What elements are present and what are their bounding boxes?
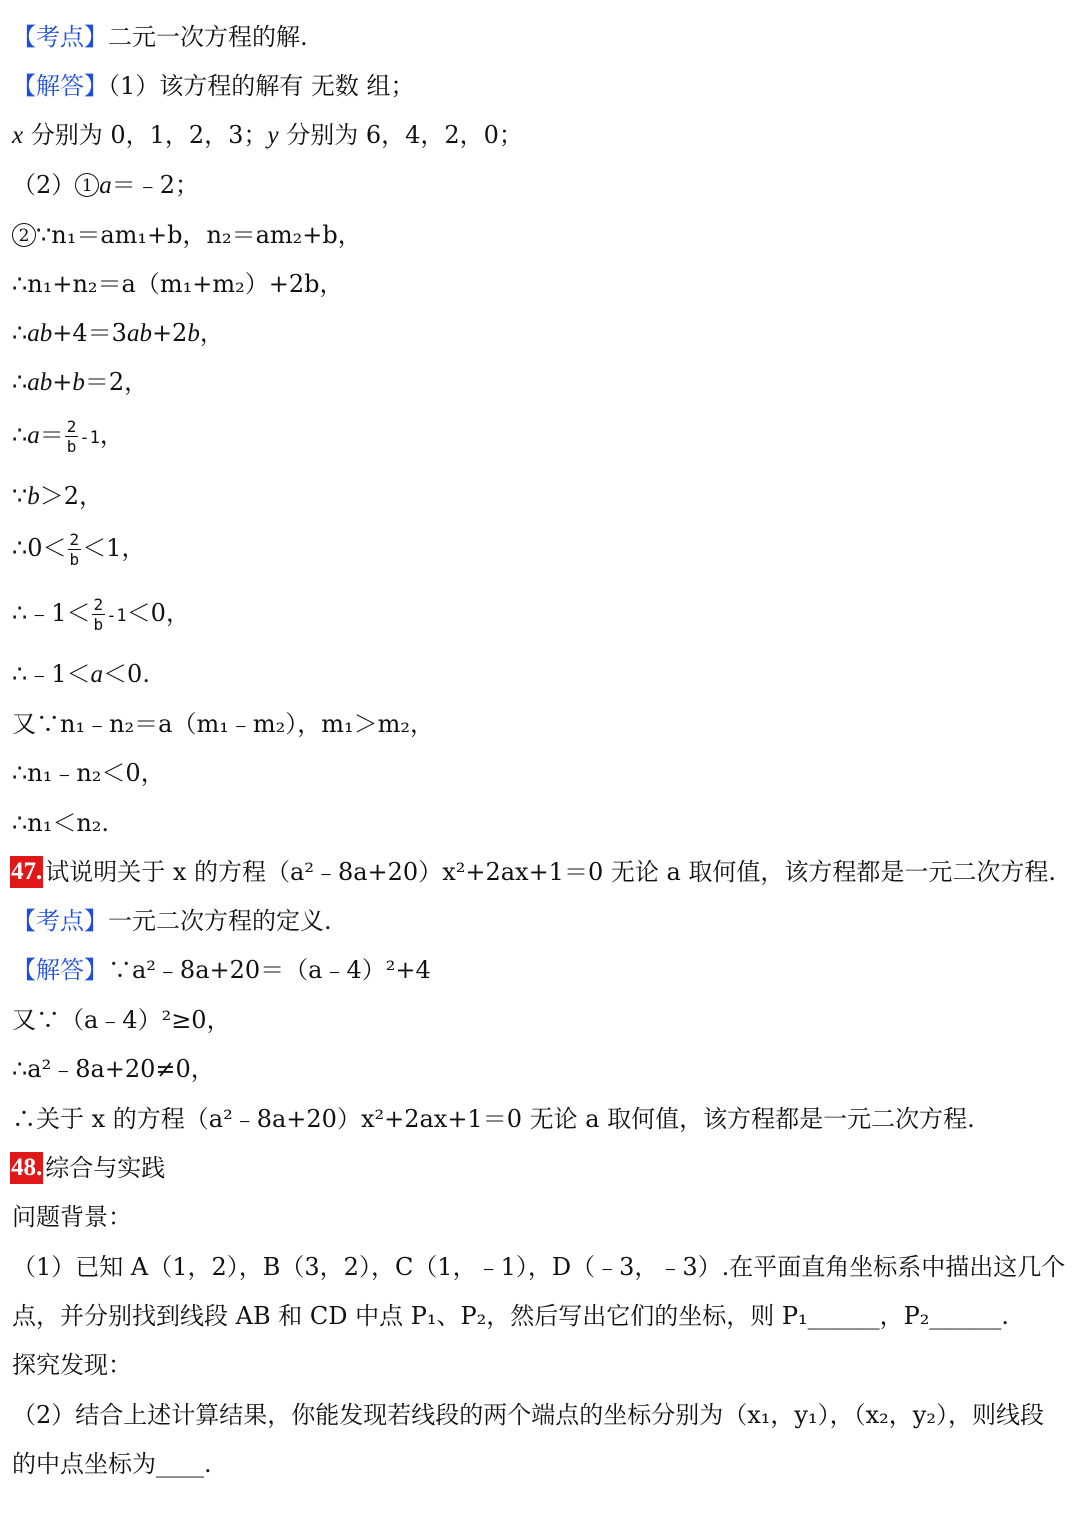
paragraph-text: （1）已知 A（1，2），B（3，2），C（1，﹣1），D（﹣3，﹣3）.在平面直角坐标系中描出这几个 bbox=[12, 1253, 1066, 1281]
line-part2-answer bbox=[12, 1444, 212, 1484]
equation-text: 又∵n₁﹣n₂＝a（m₁﹣m₂），m₁＞m₂， bbox=[12, 710, 434, 738]
y-values: 分别为 6，4，2，0； bbox=[278, 121, 523, 149]
circle-number-2: 2 bbox=[12, 223, 36, 247]
line-n-sum bbox=[12, 264, 343, 304]
line-jieda-1 bbox=[12, 66, 415, 106]
line-n-def bbox=[12, 215, 362, 255]
denominator: b bbox=[66, 437, 77, 456]
var-b: b bbox=[72, 369, 85, 396]
fraction bbox=[92, 595, 106, 634]
line-ab-b bbox=[12, 362, 148, 402]
minus-one: -1 bbox=[79, 428, 100, 448]
var-a: a bbox=[90, 661, 104, 688]
equation-text: ∴关于 x 的方程（a²﹣8a+20）x²+2ax+1＝0 无论 a 取何值，该方程都是一元二次方程. bbox=[12, 1105, 975, 1133]
jieda-tag: 【解答】 bbox=[12, 956, 108, 984]
eq-part: + bbox=[52, 368, 73, 396]
line-ab-eq bbox=[12, 313, 224, 353]
line-not-zero bbox=[12, 1049, 215, 1089]
equation-text: ∴n₁﹣n₂＜0， bbox=[12, 759, 165, 787]
var-b: b bbox=[27, 483, 40, 510]
line-conclusion bbox=[12, 1099, 975, 1139]
eq-part: +4＝3 bbox=[52, 319, 127, 347]
equation-text: ∴a²﹣8a+20≠0， bbox=[12, 1055, 215, 1083]
paragraph-text: 的中点坐标为____. bbox=[12, 1450, 212, 1478]
section-background bbox=[12, 1197, 132, 1237]
eq-part: ∴﹣1＜ bbox=[12, 599, 91, 627]
x-values: 分别为 0，1，2，3； bbox=[23, 121, 268, 149]
var-ab: ab bbox=[126, 320, 152, 347]
eq-part: ＝ bbox=[39, 421, 64, 449]
kaodian-tag: 【考点】 bbox=[12, 23, 108, 51]
paragraph-text: 点，并分别找到线段 AB 和 CD 中点 P₁、P₂，然后写出它们的坐标，则 P₁______，P₂______. bbox=[12, 1302, 1010, 1330]
therefore-symbol: ∴ bbox=[12, 421, 28, 449]
eq-part: ＜1， bbox=[82, 534, 146, 562]
jieda-tag: 【解答】 bbox=[12, 72, 108, 100]
kaodian-text: 二元一次方程的解. bbox=[108, 23, 308, 51]
numerator: 2 bbox=[93, 595, 104, 614]
jieda-text: （1）该方程的解有 无数 组； bbox=[108, 72, 415, 100]
section-explore bbox=[12, 1345, 132, 1385]
line-frac-minus-range bbox=[12, 593, 190, 633]
var-a: a bbox=[99, 172, 112, 199]
line-kaodian-1 bbox=[12, 17, 308, 57]
line-part1-task bbox=[12, 1296, 1009, 1336]
eq-part: ∴﹣1＜ bbox=[12, 660, 91, 688]
kaodian-tag: 【考点】 bbox=[12, 907, 108, 935]
fraction bbox=[68, 530, 82, 569]
line-part1-given bbox=[12, 1247, 1065, 1287]
therefore-symbol: ∴ bbox=[12, 319, 28, 347]
eq-part: ＝2， bbox=[84, 368, 149, 396]
question-47 bbox=[10, 852, 1056, 892]
denominator: b bbox=[69, 550, 80, 569]
because-symbol: ∵ bbox=[12, 482, 28, 510]
question-number-badge: 48. bbox=[10, 1152, 43, 1184]
var-b: b bbox=[187, 320, 200, 347]
var-ab: ab bbox=[27, 369, 53, 396]
question-number-badge: 47. bbox=[10, 856, 43, 888]
circle-number-1: 1 bbox=[75, 173, 99, 197]
section-heading: 问题背景： bbox=[12, 1203, 132, 1231]
line-frac-range bbox=[12, 528, 145, 568]
line-kaodian-2 bbox=[12, 901, 332, 941]
question-text: 综合与实践 bbox=[45, 1154, 166, 1182]
eq-part: ＞2， bbox=[39, 482, 104, 510]
question-text: 试说明关于 x 的方程（a²﹣8a+20）x²+2ax+1＝0 无论 a 取何值，该方程都是一元二次方程. bbox=[45, 858, 1057, 886]
minus-one: -1 bbox=[106, 606, 127, 626]
var-a: a bbox=[27, 422, 40, 449]
line-square-nonneg bbox=[12, 1000, 231, 1040]
line-jieda-2 bbox=[12, 950, 431, 990]
line-solutions bbox=[12, 115, 523, 155]
equation-text: ∵n₁＝am₁+b，n₂＝am₂+b， bbox=[36, 221, 362, 249]
paragraph-text: （2）结合上述计算结果，你能发现若线段的两个端点的坐标分别为（x₁，y₁），（x₂，y₂），则线段 bbox=[12, 1401, 1044, 1429]
jieda-text: ∵a²﹣8a+20＝（a﹣4）²+4 bbox=[108, 956, 431, 984]
section-heading: 探究发现： bbox=[12, 1351, 132, 1379]
line-n-diff-neg bbox=[12, 753, 165, 793]
numerator: 2 bbox=[69, 530, 80, 549]
eq-part: ＜0. bbox=[103, 660, 150, 688]
line-a-range bbox=[12, 654, 150, 694]
kaodian-text: 一元二次方程的定义. bbox=[108, 907, 332, 935]
denominator: b bbox=[93, 615, 104, 634]
line-n-diff bbox=[12, 704, 434, 744]
eq-part: ＜0， bbox=[126, 599, 190, 627]
eq-part: ， bbox=[199, 319, 224, 347]
part-label: （2） bbox=[12, 171, 76, 199]
line-part2-a bbox=[12, 165, 199, 205]
line-a-frac bbox=[12, 415, 124, 455]
equation-text: 又∵（a﹣4）²≥0， bbox=[12, 1006, 231, 1034]
line-part2-task bbox=[12, 1395, 1044, 1435]
line-n-compare bbox=[12, 803, 109, 843]
therefore-symbol: ∴ bbox=[12, 368, 28, 396]
eq-part: +2 bbox=[151, 319, 188, 347]
line-b-gt2 bbox=[12, 476, 103, 516]
equation-text: ∴n₁＜n₂. bbox=[12, 809, 110, 837]
equation-text: ∴n₁+n₂＝a（m₁+m₂）+2b， bbox=[12, 270, 344, 298]
numerator: 2 bbox=[66, 417, 77, 436]
eq-part: ∴0＜ bbox=[12, 534, 67, 562]
a-value: ＝﹣2； bbox=[111, 171, 200, 199]
var-ab: ab bbox=[27, 320, 53, 347]
fraction bbox=[65, 417, 79, 456]
eq-part: ， bbox=[99, 421, 124, 449]
var-y: y bbox=[267, 122, 279, 149]
var-x: x bbox=[12, 122, 24, 149]
question-48 bbox=[10, 1148, 165, 1188]
